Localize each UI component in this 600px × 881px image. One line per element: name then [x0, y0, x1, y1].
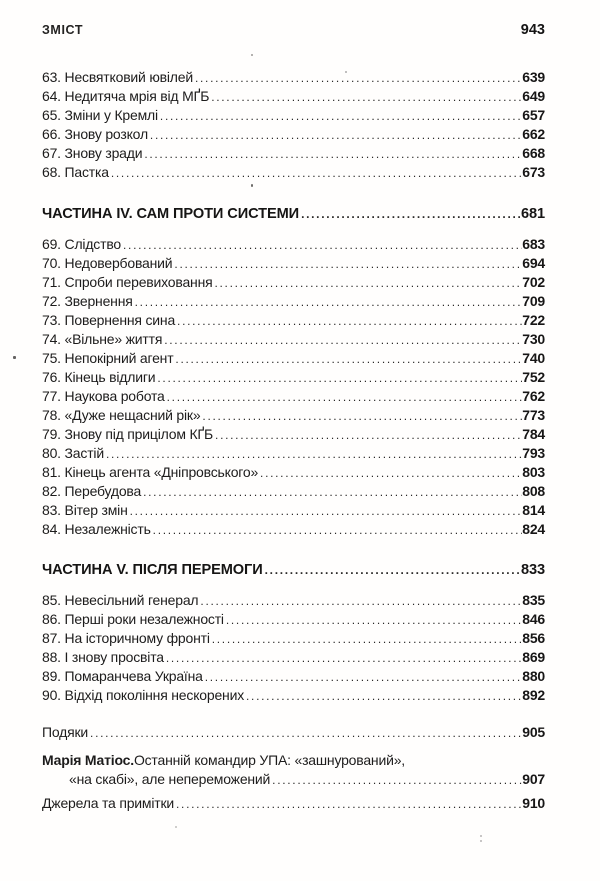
entry-page-number: 910 [522, 795, 545, 811]
dotted-leader [246, 686, 522, 706]
entry-page-number: 907 [522, 771, 545, 787]
toc-entry-line2 [42, 770, 545, 789]
toc-entry [42, 463, 545, 482]
toc-entry [42, 482, 545, 501]
toc-entry [42, 591, 545, 610]
entry-title: 86. Перші роки незалежності [42, 611, 224, 627]
entry-title: 84. Незалежність [42, 521, 151, 537]
chapters-85-90 [42, 591, 545, 705]
sources-and-notes [42, 794, 545, 813]
entry-page-number: 702 [522, 274, 545, 290]
entry-page-number: 649 [522, 88, 545, 104]
entry-page-number: 856 [522, 630, 545, 646]
dotted-leader [211, 87, 522, 107]
toc-entry [42, 87, 545, 106]
dotted-leader [164, 330, 522, 350]
toc-entry [42, 686, 545, 705]
part-heading-row [42, 561, 545, 580]
entry-page-number: 694 [522, 255, 545, 271]
entry-title: 77. Наукова робота [42, 388, 165, 404]
entry-page-number: 846 [522, 611, 545, 627]
entry-title: 83. Вітер змін [42, 502, 128, 518]
dotted-leader [157, 368, 522, 388]
toc-entry [42, 68, 545, 87]
toc-entry [42, 368, 545, 387]
entry-page-number: 740 [522, 350, 545, 366]
toc-entry-line1 [42, 751, 545, 770]
entry-page-number: 784 [522, 426, 545, 442]
entry-page-number: 709 [522, 293, 545, 309]
entry-title: 81. Кінець агента «Дніпровського» [42, 464, 259, 480]
page-number: 943 [520, 22, 545, 38]
entry-title: 67. Знову зради [42, 145, 143, 161]
toc-entry [42, 235, 545, 254]
afterword-matios [42, 751, 545, 789]
toc-entry [42, 648, 545, 667]
entry-title: 78. «Дуже нещасний рік» [42, 407, 201, 423]
entry-page-number: 869 [522, 649, 545, 665]
entry-title: 64. Недитяча мрія від МҐБ [42, 88, 210, 104]
dotted-leader [166, 648, 522, 668]
scan-speck [175, 826, 177, 828]
dotted-leader [265, 561, 521, 580]
dotted-leader [130, 501, 523, 521]
dotted-leader [135, 292, 523, 312]
entry-page-number: 662 [522, 126, 545, 142]
entry-page-number: 773 [522, 407, 545, 423]
dotted-leader [205, 667, 523, 687]
entry-page-number: 905 [522, 724, 545, 740]
scan-speck [480, 840, 482, 842]
entry-page-number: 880 [522, 668, 545, 684]
toc-entry [42, 610, 545, 629]
toc-entry [42, 273, 545, 292]
author-name: Марія Матіос. [42, 752, 134, 768]
entry-page-number: 722 [522, 312, 545, 328]
toc-entry [42, 254, 545, 273]
toc-list [42, 68, 545, 813]
entry-title: 76. Кінець відлиги [42, 369, 156, 385]
dotted-leader [144, 144, 522, 164]
dotted-leader [272, 770, 522, 790]
entry-page-number: 803 [522, 464, 545, 480]
dotted-leader [226, 610, 522, 630]
entry-title: 90. Відхід покоління нескорених [42, 687, 244, 703]
entry-page-number: 892 [522, 687, 545, 703]
dotted-leader [150, 125, 522, 145]
dotted-leader [301, 205, 521, 224]
acknowledgements [42, 723, 545, 742]
toc-entry [42, 444, 545, 463]
toc-entry [42, 667, 545, 686]
part-v-heading [42, 561, 545, 580]
toc-entry [42, 292, 545, 311]
scan-speck [480, 835, 482, 837]
scan-speck [13, 356, 16, 359]
entry-title: 74. «Вільне» життя [42, 331, 163, 347]
entry-title: 73. Повернення сина [42, 312, 176, 328]
scan-speck [345, 71, 347, 73]
entry-title: 72. Звернення [42, 293, 133, 309]
entry-page-number: 808 [522, 483, 545, 499]
dotted-leader [214, 273, 522, 293]
dotted-leader [215, 425, 522, 445]
dotted-leader [143, 482, 522, 502]
page-header [42, 23, 545, 38]
toc-entry [42, 311, 545, 330]
dotted-leader [106, 444, 522, 464]
dotted-leader [176, 794, 522, 814]
entry-title: 70. Недовербований [42, 255, 173, 271]
toc-entry [42, 629, 545, 648]
entry-page-number: 673 [522, 164, 545, 180]
entry-title: 65. Зміни у Кремлі [42, 107, 158, 123]
entry-title: Джерела та примітки [42, 795, 174, 811]
entry-title: 82. Перебудова [42, 483, 142, 499]
entry-title: 63. Несвятковий ювілей [42, 69, 193, 85]
toc-entry [42, 794, 545, 813]
dotted-leader [123, 235, 522, 255]
dotted-leader [195, 68, 522, 88]
toc-entry [42, 125, 545, 144]
entry-page-number: 730 [522, 331, 545, 347]
part-iv-heading [42, 205, 545, 224]
toc-entry [42, 163, 545, 182]
dotted-leader [175, 349, 522, 369]
dotted-leader [153, 520, 523, 540]
chapters-69-84 [42, 235, 545, 539]
entry-title: Подяки [42, 724, 89, 740]
dotted-leader [200, 591, 522, 611]
toc-entry [42, 520, 545, 539]
entry-title: 88. І знову просвіта [42, 649, 164, 665]
entry-title: 89. Помаранчева Україна [42, 668, 203, 684]
entry-page-number: 814 [522, 502, 545, 518]
entry-title: 71. Спроби перевиховання [42, 274, 213, 290]
entry-title: 79. Знову під прицілом КҐБ [42, 426, 214, 442]
entry-title-part1: Останній командир УПА: «зашнурований», [133, 752, 405, 768]
entry-title: 66. Знову розкол [42, 126, 148, 142]
toc-entry [42, 723, 545, 742]
toc-entry [42, 144, 545, 163]
entry-page-number: 793 [522, 445, 545, 461]
page-content [42, 0, 545, 813]
toc-entry [42, 406, 545, 425]
toc-entry [42, 501, 545, 520]
entry-title: 75. Непокірний агент [42, 350, 174, 366]
part-heading-row [42, 205, 545, 224]
dotted-leader [167, 387, 523, 407]
dotted-leader [202, 406, 522, 426]
entry-title: 69. Слідство [42, 236, 121, 252]
entry-page-number: 824 [522, 521, 545, 537]
entry-page-number: 762 [522, 388, 545, 404]
entry-page-number: 835 [522, 592, 545, 608]
part-heading-label: ЧАСТИНА V. ПІСЛЯ ПЕРЕМОГИ [42, 562, 263, 578]
scan-speck [251, 184, 253, 187]
entry-title: 80. Застій [42, 445, 104, 461]
chapters-63-68 [42, 68, 545, 182]
dotted-leader [212, 629, 523, 649]
dotted-leader [260, 463, 522, 483]
entry-title: 85. Невесільний генерал [42, 592, 199, 608]
toc-entry [42, 387, 545, 406]
entry-page-number: 833 [520, 562, 545, 578]
entry-page-number: 657 [522, 107, 545, 123]
scan-speck [251, 54, 253, 56]
entry-title: 68. Пастка [42, 164, 109, 180]
toc-entry [42, 349, 545, 368]
part-heading-label: ЧАСТИНА IV. САМ ПРОТИ СИСТЕМИ [42, 206, 300, 222]
page-title: ЗМІСТ [42, 23, 84, 37]
entry-page-number: 681 [520, 206, 545, 222]
dotted-leader [160, 106, 522, 126]
toc-entry [42, 330, 545, 349]
entry-title: 87. На історичному фронті [42, 630, 210, 646]
dotted-leader [111, 163, 522, 183]
toc-entry [42, 106, 545, 125]
entry-page-number: 668 [522, 145, 545, 161]
dotted-leader [90, 723, 522, 743]
dotted-leader [174, 254, 522, 274]
entry-title-part2: «на скабі», але непереможений [69, 771, 271, 787]
toc-entry [42, 425, 545, 444]
dotted-leader [177, 311, 522, 331]
entry-page-number: 639 [522, 69, 545, 85]
entry-page-number: 752 [522, 369, 545, 385]
entry-page-number: 683 [522, 236, 545, 252]
